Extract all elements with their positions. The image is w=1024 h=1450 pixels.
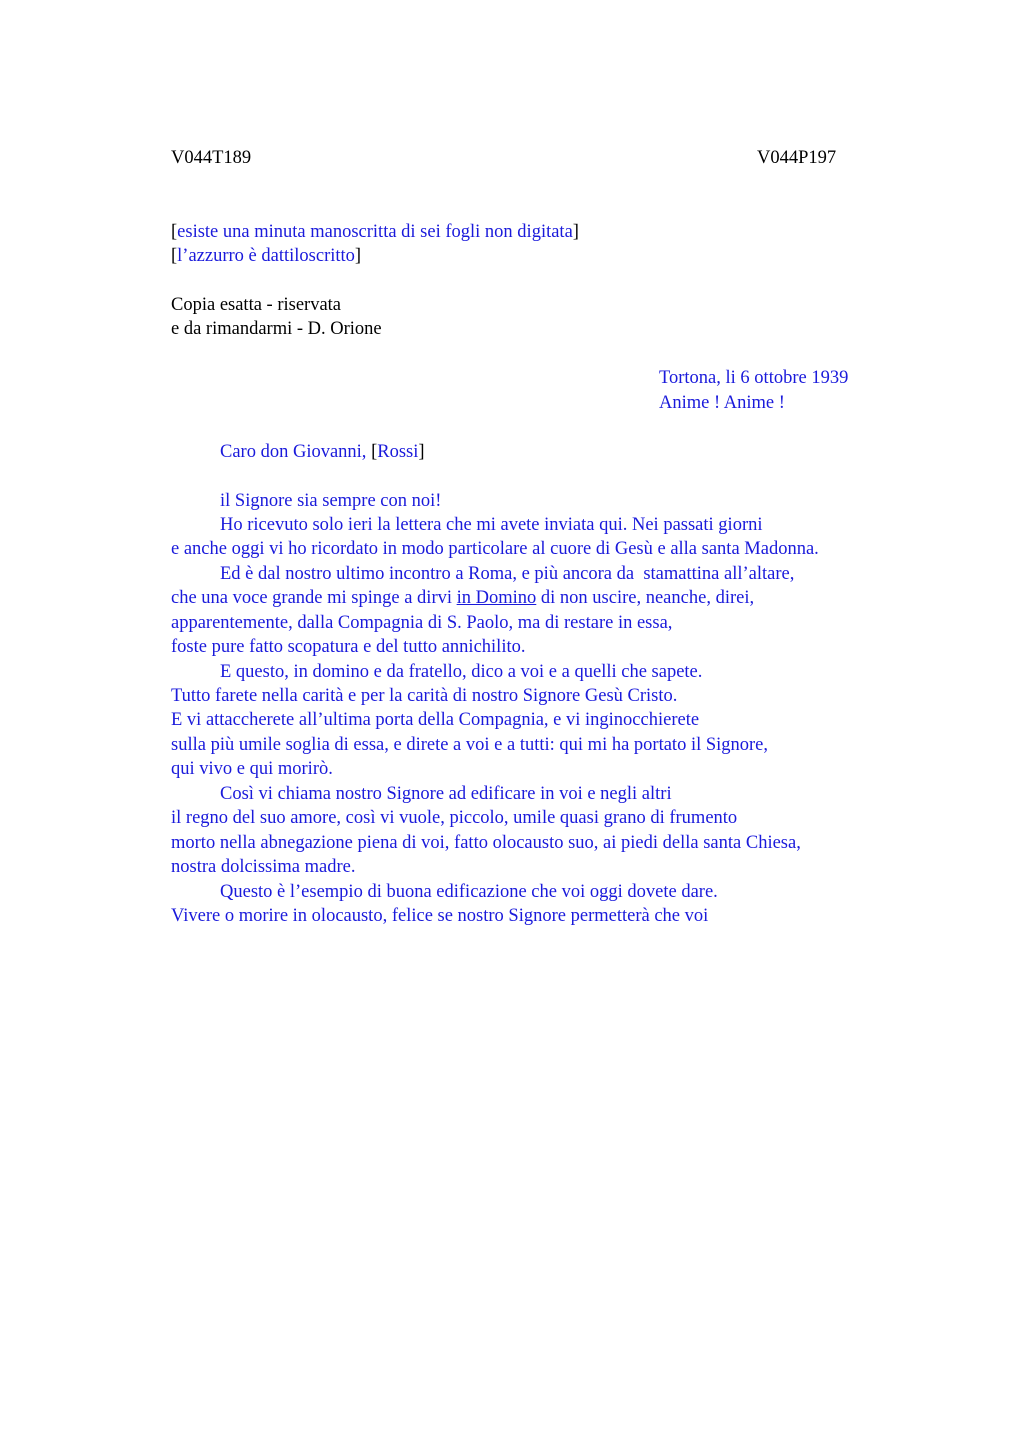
copy-note-line-2: e da rimandarmi - D. Orione xyxy=(171,319,382,339)
bracket-close: ] xyxy=(354,246,362,266)
body-line: Vivere o morire in olocausto, felice se nostro Signore permetterà che voi xyxy=(171,906,709,926)
body-line: il regno del suo amore, così vi vuole, piccolo, umile quasi grano di frumento xyxy=(171,808,738,828)
bracket-open: [ xyxy=(171,222,178,242)
recipient-surname: Rossi xyxy=(377,442,419,462)
body-line: E questo, in domino e da fratello, dico a voi e a quelli che sapete. xyxy=(220,662,703,682)
bracket-close: ] xyxy=(572,222,579,242)
salutation xyxy=(220,440,425,464)
body-text: di non uscire, neanche, direi, xyxy=(536,588,755,608)
body-text: che una voce grande mi spinge a dirvi xyxy=(171,588,457,608)
underlined-phrase: in Domino xyxy=(456,588,537,608)
bracket-open: [ xyxy=(171,246,178,266)
body-line: Così vi chiama nostro Signore ad edificare in voi e negli altri xyxy=(220,784,672,804)
body-line: qui vivo e qui morirò. xyxy=(171,759,333,779)
copy-note-line-1: Copia esatta - riservata xyxy=(171,295,342,315)
body-line: il Signore sia sempre con noi! xyxy=(220,491,442,511)
editorial-note-2 xyxy=(171,244,361,268)
body-line: E vi attaccherete all’ultima porta della Compagnia, e vi inginocchierete xyxy=(171,710,700,730)
editorial-note-1 xyxy=(171,220,579,244)
bracket-open: [ xyxy=(371,442,378,462)
body-line: nostra dolcissima madre. xyxy=(171,857,356,877)
body-line: Ho ricevuto solo ieri la lettera che mi avete inviata qui. Nei passati giorni xyxy=(220,515,763,535)
body-line: Ed è dal nostro ultimo incontro a Roma, e più ancora da stamattina all’altare, xyxy=(220,564,795,584)
body-line: morto nella abnegazione piena di voi, fatto olocausto suo, ai piedi della santa Chiesa, xyxy=(171,833,801,853)
body-line: apparentemente, dalla Compagnia di S. Paolo, ma di restare in essa, xyxy=(171,613,673,633)
body-line xyxy=(171,586,754,610)
bracket-close: ] xyxy=(418,442,425,462)
body-line: foste pure fatto scopatura e del tutto annichilito. xyxy=(171,637,526,657)
body-line: sulla più umile soglia di essa, e direte a voi e a tutti: qui mi ha portato il Signore, xyxy=(171,735,769,755)
motto: Anime ! Anime ! xyxy=(659,393,785,413)
body-line: Questo è l’esempio di buona edificazione che voi oggi dovete dare. xyxy=(220,882,718,902)
document-code-right: V044P197 xyxy=(757,148,837,168)
salutation-text: Caro don Giovanni, xyxy=(220,442,372,462)
body-line: e anche oggi vi ho ricordato in modo particolare al cuore di Gesù e alla santa Madonna. xyxy=(171,539,819,559)
body-line: Tutto farete nella carità e per la carità di nostro Signore Gesù Cristo. xyxy=(171,686,678,706)
note-text: l’azzurro è dattiloscritto xyxy=(177,246,355,266)
document-code-left: V044T189 xyxy=(171,148,252,168)
note-text: esiste una minuta manoscritta di sei fogli non digitata xyxy=(177,222,573,242)
place-date: Tortona, li 6 ottobre 1939 xyxy=(659,368,849,388)
